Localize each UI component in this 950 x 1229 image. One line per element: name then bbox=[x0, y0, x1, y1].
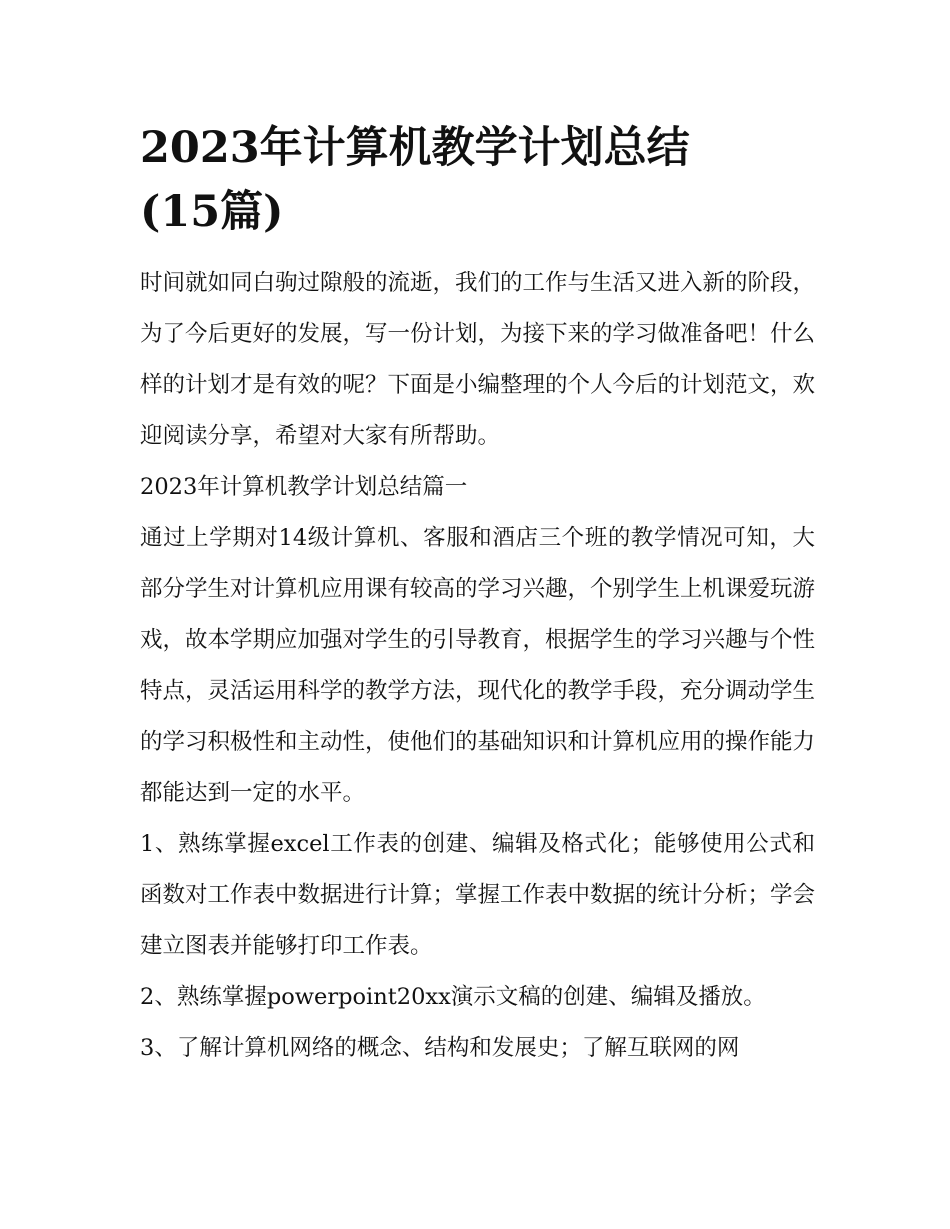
list-item-2: 2、熟练掌握powerpoint20xx演示文稿的创建、编辑及播放。 bbox=[140, 984, 766, 1010]
document-page bbox=[140, 116, 815, 1074]
section-heading: 2023年计算机教学计划总结篇一 bbox=[140, 474, 468, 500]
list-item-3: 3、了解计算机网络的概念、结构和发展史；了解互联网的网 bbox=[140, 1035, 740, 1061]
section-paragraph: 通过上学期对14级计算机、客服和酒店三个班的教学情况可知，大部分学生对计算机应用课有较高的学习兴趣，个别学生上机课爱玩游戏，故本学期应加强对学生的引导教育，根据学生的学习兴趣与个性特点，灵活运用科学的教学方法，现代化的教学手段，充分调动学生的学习积极性和主动性，使他们的基础知识和计算机应用的操作能力都能达到一定的水平。 bbox=[140, 525, 816, 806]
title-line-2: (15篇) bbox=[140, 187, 284, 237]
intro-paragraph: 时间就如同白驹过隙般的流逝，我们的工作与生活又进入新的阶段，为了今后更好的发展，写一份计划，为接下来的学习做准备吧！什么样的计划才是有效的呢？下面是小编整理的个人今后的计划范文，欢迎阅读分享，希望对大家有所帮助。 bbox=[140, 270, 816, 449]
list-item-1: 1、熟练掌握excel工作表的创建、编辑及格式化；能够使用公式和函数对工作表中数据进行计算；掌握工作表中数据的统计分析；学会建立图表并能够打印工作表。 bbox=[140, 831, 816, 959]
document-title bbox=[140, 116, 815, 244]
title-line-1: 2023年计算机教学计划总结 bbox=[140, 123, 690, 173]
